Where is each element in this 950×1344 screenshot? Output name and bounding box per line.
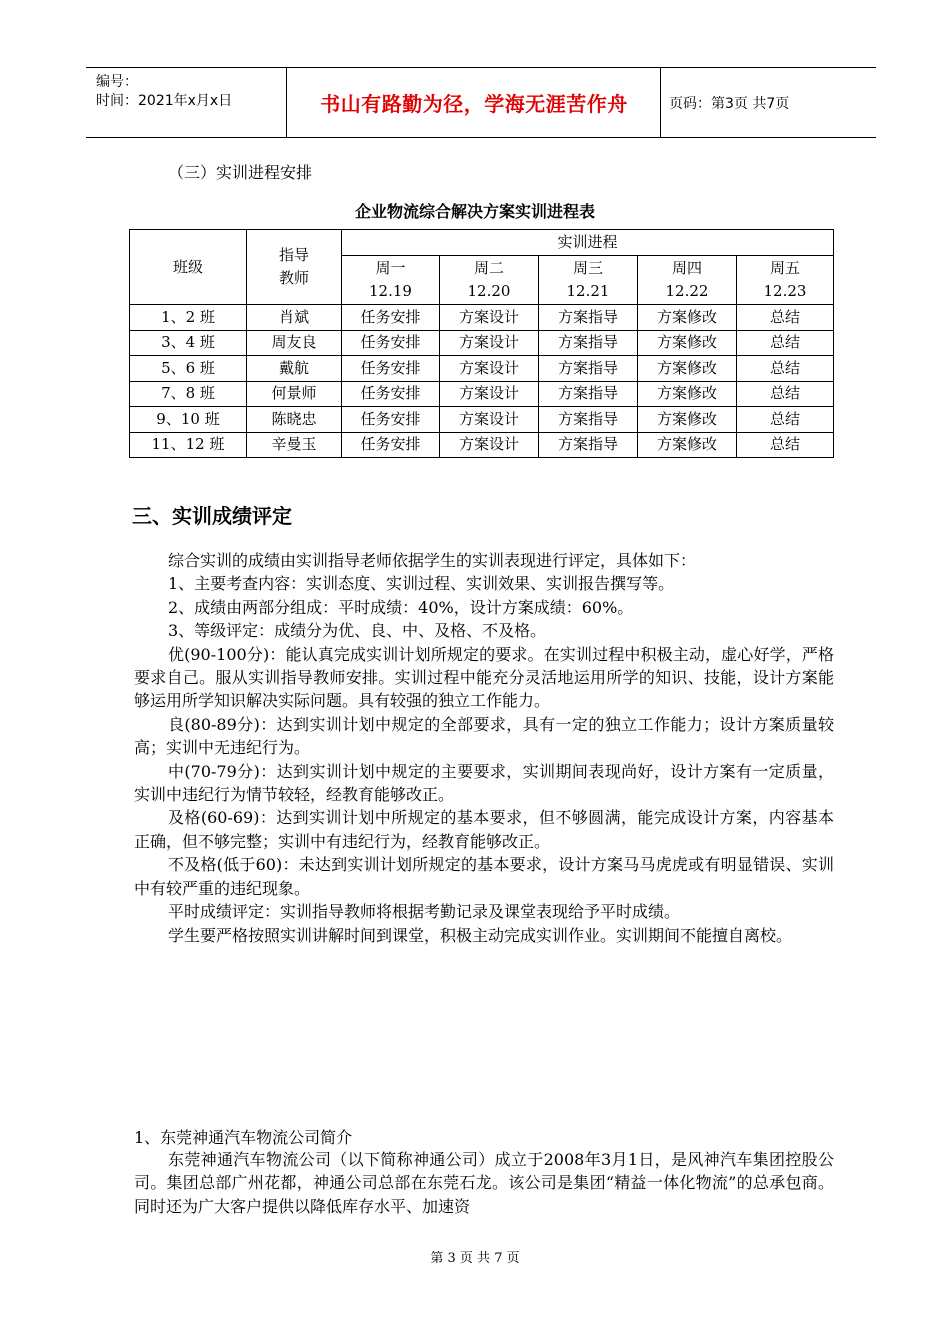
header-time: 时间：2021年x月x日 xyxy=(96,93,233,109)
task-cell: 方案指导 xyxy=(539,381,638,407)
day-date: 12.22 xyxy=(665,282,709,300)
day-date: 12.19 xyxy=(369,282,412,300)
header-page-number: 页码：第3页 共7页 xyxy=(669,96,790,112)
task-cell: 总结 xyxy=(737,381,834,407)
table-row xyxy=(130,305,834,331)
grading-text xyxy=(134,549,834,947)
table-title: 企业物流综合解决方案实训进程表 xyxy=(354,202,595,221)
header-teacher: 指导 教师 xyxy=(247,230,342,305)
teacher-cell: 戴航 xyxy=(247,356,342,382)
grading-paragraph: 平时成绩评定：实训指导教师将根据考勤记录及课堂表现给予平时成绩。 xyxy=(168,902,681,922)
task-cell: 方案设计 xyxy=(440,305,539,331)
class-cell: 9、10 班 xyxy=(130,407,247,433)
day-header xyxy=(638,256,737,305)
teacher-cell: 何景师 xyxy=(247,381,342,407)
day-name: 周一 xyxy=(375,259,406,277)
task-cell: 方案设计 xyxy=(440,330,539,356)
grading-paragraph: 中(70-79分)：达到实训计划中规定的主要要求，实训期间表现尚好，设计方案有一定质量，实训中违纪行为情节较轻，经教育能够改正。 xyxy=(134,761,834,805)
day-header xyxy=(539,256,638,305)
task-cell: 方案修改 xyxy=(638,305,737,331)
table-row xyxy=(130,330,834,356)
teacher-cell: 周友良 xyxy=(247,330,342,356)
task-cell: 总结 xyxy=(737,407,834,433)
page-header xyxy=(86,67,876,138)
task-cell: 任务安排 xyxy=(342,305,440,331)
task-cell: 方案指导 xyxy=(539,305,638,331)
class-cell: 3、4 班 xyxy=(130,330,247,356)
task-cell: 方案设计 xyxy=(440,407,539,433)
day-date: 12.20 xyxy=(467,282,511,300)
table-row xyxy=(130,407,834,433)
task-cell: 方案指导 xyxy=(539,356,638,382)
header-progress: 实训进程 xyxy=(342,230,834,256)
grading-paragraph: 2、成绩由两部分组成：平时成绩：40%，设计方案成绩：60%。 xyxy=(168,597,634,617)
header-motto: 书山有路勤为径，学海无涯苦作舟 xyxy=(320,92,628,116)
day-date: 12.23 xyxy=(763,282,807,300)
table-row xyxy=(130,356,834,382)
teacher-cell: 陈晓忠 xyxy=(247,407,342,433)
page-footer: 第 3 页 共 7 页 xyxy=(430,1251,520,1266)
task-cell: 方案指导 xyxy=(539,330,638,356)
grading-paragraph: 3、等级评定：成绩分为优、良、中、及格、不及格。 xyxy=(168,621,547,641)
task-cell: 方案设计 xyxy=(440,381,539,407)
company-paragraph: 东莞神通汽车物流公司（以下简称神通公司）成立于2008年3月1日，是风神汽车集团控股公司。集团总部广州花都，神通公司总部在东莞石龙。该公司是集团“精益一体化物流”的总承包商。同时还为广大客户提供以降低库存水平、加速资 xyxy=(134,1150,834,1216)
task-cell: 总结 xyxy=(737,432,834,458)
task-cell: 方案修改 xyxy=(638,356,737,382)
schedule-table xyxy=(129,229,834,458)
day-header xyxy=(342,256,440,305)
task-cell: 任务安排 xyxy=(342,330,440,356)
class-cell: 1、2 班 xyxy=(130,305,247,331)
day-name: 周三 xyxy=(572,259,603,277)
grading-paragraph: 综合实训的成绩由实训指导老师依据学生的实训表现进行评定，具体如下： xyxy=(168,551,697,570)
task-cell: 总结 xyxy=(737,305,834,331)
teacher-cell: 肖斌 xyxy=(247,305,342,331)
day-header xyxy=(440,256,539,305)
task-cell: 方案设计 xyxy=(440,356,539,382)
header-class: 班级 xyxy=(130,230,247,305)
section-title: 三、实训成绩评定 xyxy=(132,504,292,528)
header-number: 编号： xyxy=(96,74,138,90)
task-cell: 任务安排 xyxy=(342,407,440,433)
subsection-title: （三）实训进程安排 xyxy=(168,163,313,182)
task-cell: 任务安排 xyxy=(342,356,440,382)
day-name: 周五 xyxy=(769,259,800,277)
task-cell: 方案指导 xyxy=(539,407,638,433)
grading-paragraph: 学生要严格按照实训讲解时间到课堂，积极主动完成实训作业。实训期间不能擅自离校。 xyxy=(168,925,793,945)
company-title: 1、东莞神通汽车物流公司简介 xyxy=(134,1128,353,1147)
table-row xyxy=(130,432,834,458)
task-cell: 方案修改 xyxy=(638,381,737,407)
task-cell: 任务安排 xyxy=(342,381,440,407)
day-header xyxy=(737,256,834,305)
task-cell: 方案修改 xyxy=(638,407,737,433)
table-row xyxy=(130,381,834,407)
task-cell: 方案修改 xyxy=(638,330,737,356)
task-cell: 方案修改 xyxy=(638,432,737,458)
task-cell: 方案设计 xyxy=(440,432,539,458)
company-text xyxy=(134,1148,834,1218)
day-date: 12.21 xyxy=(566,282,610,300)
class-cell: 11、12 班 xyxy=(130,432,247,458)
task-cell: 总结 xyxy=(737,356,834,382)
class-cell: 7、8 班 xyxy=(130,381,247,407)
header-divider xyxy=(286,68,287,137)
day-name: 周四 xyxy=(671,259,702,277)
grading-paragraph: 不及格(低于60)：未达到实训计划所规定的基本要求，设计方案马马虎虎或有明显错误、实训中有较严重的违纪现象。 xyxy=(134,855,834,898)
task-cell: 任务安排 xyxy=(342,432,440,458)
grading-paragraph: 1、主要考查内容：实训态度、实训过程、实训效果、实训报告撰写等。 xyxy=(168,574,675,594)
task-cell: 总结 xyxy=(737,330,834,356)
grading-paragraph: 及格(60-69)：达到实训计划中所规定的基本要求，但不够圆满，能完成设计方案，内容基本正确，但不够完整；实训中有违纪行为，经教育能够改正。 xyxy=(134,808,834,851)
grading-paragraph: 优(90-100分)：能认真完成实训计划所规定的要求。在实训过程中积极主动，虚心好学，严格要求自己。服从实训指导教师安排。实训过程中能充分灵活地运用所学的知识、技能，设计方案能够运用所学知识解决实际问题。具有较强的独立工作能力。 xyxy=(134,644,834,711)
task-cell: 方案指导 xyxy=(539,432,638,458)
grading-paragraph: 良(80-89分)：达到实训计划中规定的全部要求，具有一定的独立工作能力；设计方案质量较高；实训中无违纪行为。 xyxy=(134,714,834,758)
header-divider xyxy=(660,68,661,137)
teacher-cell: 辛曼玉 xyxy=(247,432,342,458)
class-cell: 5、6 班 xyxy=(130,356,247,382)
day-name: 周二 xyxy=(473,259,504,277)
header-meta xyxy=(96,73,232,111)
